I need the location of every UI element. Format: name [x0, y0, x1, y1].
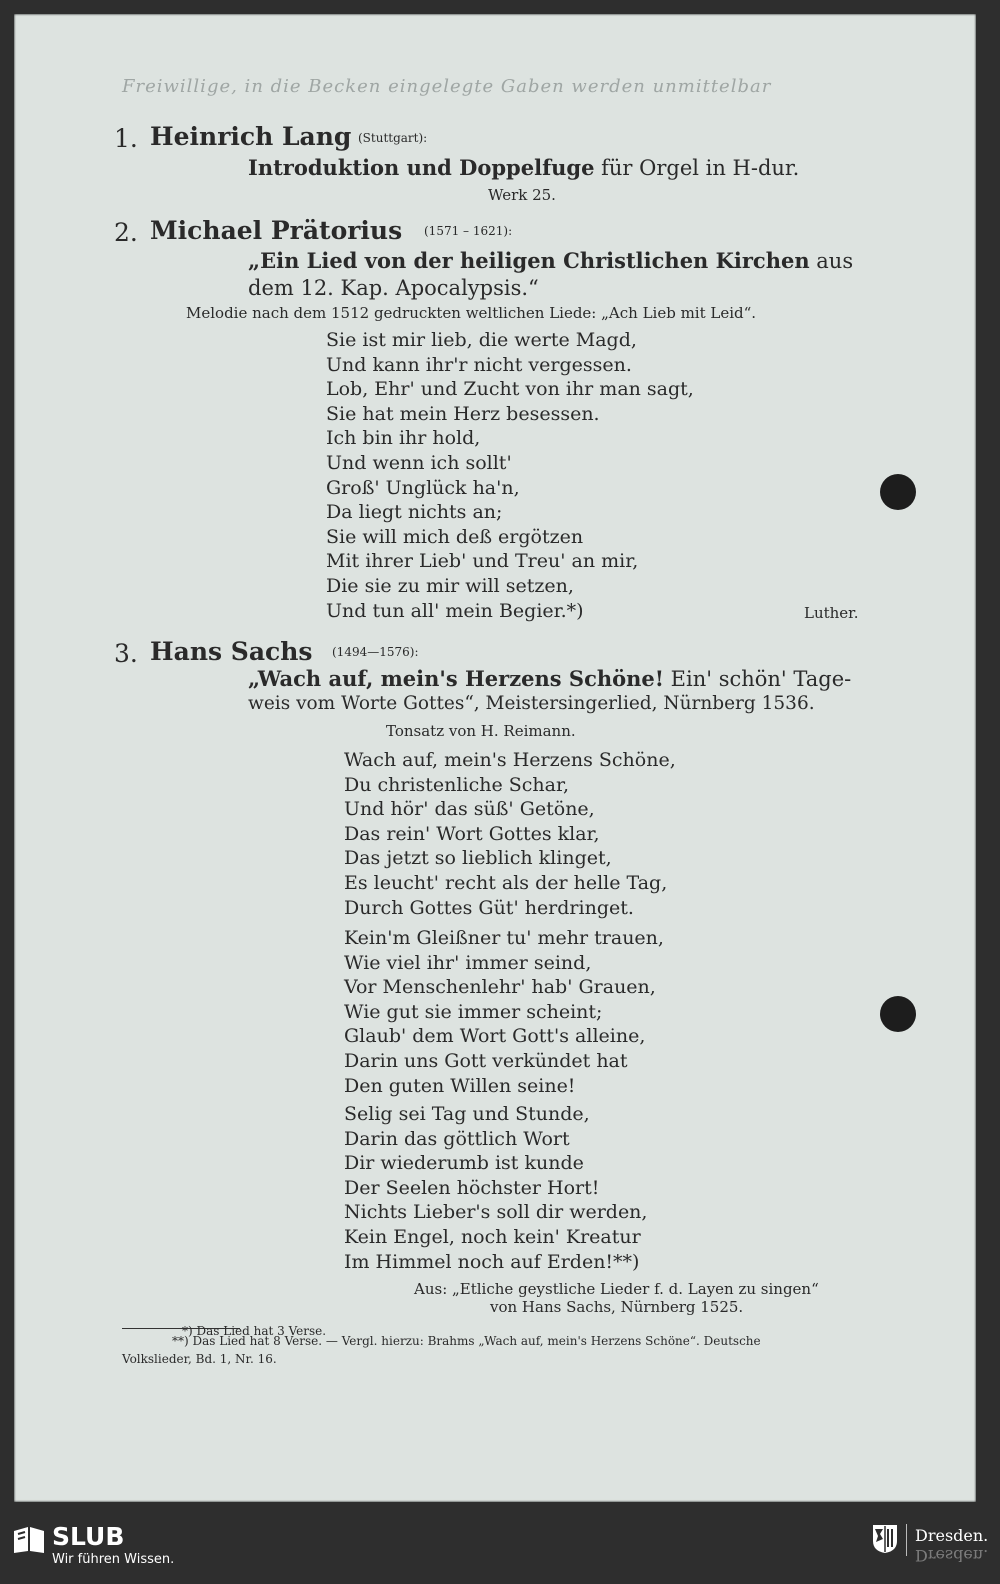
- verse-line: Nichts Lieber's soll dir werden,: [344, 1201, 648, 1224]
- work-title-rest-2: aus: [809, 249, 854, 273]
- work-title-bold-1: Introduktion und Doppelfuge: [248, 155, 595, 180]
- verse-line: Ich bin ihr hold,: [326, 427, 481, 450]
- composer-name-1: Heinrich Lang: [150, 122, 352, 151]
- composer-dates-1: (Stuttgart):: [358, 131, 428, 145]
- footer-bar: [0, 1518, 1000, 1584]
- verse-line: Sie will mich deß ergötzen: [326, 525, 584, 548]
- bleed-through-text: Freiwillige, in die Becken eingelegte Gaben werden unmittelbar: [122, 76, 772, 97]
- footer-divider: [906, 1524, 907, 1556]
- dresden-crest-icon[interactable]: [872, 1524, 898, 1554]
- source-line-2: von Hans Sachs, Nürnberg 1525.: [490, 1298, 744, 1316]
- work-title-1: [248, 155, 799, 180]
- stanza-2: [344, 926, 664, 1098]
- verse-line: Wach auf, mein's Herzens Schöne,: [344, 749, 676, 771]
- punch-hole: [880, 474, 916, 510]
- footer-city[interactable]: Dresden.: [915, 1526, 989, 1545]
- verse-line: Es leucht' recht als der helle Tag,: [344, 871, 668, 894]
- verse-line: Sie hat mein Herz besessen.: [326, 402, 600, 425]
- stanza-1: [344, 748, 676, 920]
- footer-city-reflection: Dresden.: [915, 1546, 989, 1565]
- verse-line: Sie ist mir lieb, die werte Magd,: [326, 329, 637, 351]
- composer-name-3: Hans Sachs: [150, 637, 313, 666]
- verse-line: Da liegt nichts an;: [326, 501, 503, 524]
- verse-line: Dir wiederumb ist kunde: [344, 1152, 584, 1175]
- work-title-rest-1: für Orgel in H-dur.: [594, 156, 800, 180]
- opus-number-1: Werk 25.: [488, 186, 556, 204]
- work-title-2: [248, 248, 853, 273]
- verse-line: Glaub' dem Wort Gott's alleine,: [344, 1025, 646, 1048]
- slub-book-icon[interactable]: [12, 1525, 46, 1555]
- footer-brand[interactable]: SLUB: [52, 1522, 125, 1551]
- melody-note: Melodie nach dem 1512 gedruckten weltlichen Liede: „Ach Lieb mit Leid“.: [186, 304, 757, 322]
- verse-line: Den guten Willen seine!: [344, 1074, 576, 1097]
- composer-name-2: Michael Prätorius: [150, 216, 403, 245]
- verse-line: Im Himmel noch auf Erden!**): [344, 1250, 640, 1273]
- footnote-2-continued: Volkslieder, Bd. 1, Nr. 16.: [122, 1352, 277, 1366]
- verse-line: Darin uns Gott verkündet hat: [344, 1049, 628, 1072]
- verse-line: Darin das göttlich Wort: [344, 1127, 570, 1150]
- composer-dates-2: (1571 – 1621):: [424, 224, 513, 238]
- verse-line: Das jetzt so lieblich klinget,: [344, 847, 612, 870]
- verse-line: Kein'm Gleißner tu' mehr trauen,: [344, 927, 664, 949]
- verse-block-2: [326, 328, 694, 623]
- work-title-bold-2: „Ein Lied von der heiligen Christlichen Kirchen: [248, 248, 810, 273]
- verse-line: Und wenn ich sollt': [326, 451, 512, 474]
- setting-note: Tonsatz von H. Reimann.: [386, 722, 576, 740]
- source-line-1: Aus: „Etliche geystliche Lieder f. d. Layen zu singen“: [414, 1280, 819, 1298]
- composer-dates-3: (1494—1576):: [332, 645, 419, 659]
- work-title-line2-3: weis vom Worte Gottes“, Meistersingerlied, Nürnberg 1536.: [248, 693, 815, 714]
- verse-line: Kein Engel, noch kein' Kreatur: [344, 1225, 641, 1248]
- work-title-bold-3: „Wach auf, mein's Herzens Schöne!: [248, 666, 664, 691]
- footer-tagline: Wir führen Wissen.: [52, 1552, 175, 1567]
- work-title-3: [248, 666, 851, 691]
- verse-line: Mit ihrer Lieb' und Treu' an mir,: [326, 550, 639, 573]
- punch-hole: [880, 996, 916, 1032]
- work-title-rest-3: Ein' schön' Tage-: [664, 667, 852, 691]
- section-number-3: 3.: [114, 639, 138, 668]
- stanza-3: [344, 1102, 647, 1274]
- verse-line: Durch Gottes Güt' herdringet.: [344, 896, 634, 919]
- verse-author: Luther.: [804, 604, 859, 622]
- footnote-2: **) Das Lied hat 8 Verse. — Vergl. hierzu: Brahms „Wach auf, mein's Herzens Schöne“. Deutsche: [172, 1334, 761, 1348]
- verse-line: Vor Menschenlehr' hab' Grauen,: [344, 976, 656, 999]
- verse-line: Groß' Unglück ha'n,: [326, 476, 520, 499]
- verse-line: Und tun all' mein Begier.*): [326, 599, 584, 622]
- verse-line: Selig sei Tag und Stunde,: [344, 1103, 590, 1125]
- verse-line: Die sie zu mir will setzen,: [326, 574, 574, 597]
- verse-line: Der Seelen höchster Hort!: [344, 1176, 600, 1199]
- verse-line: Das rein' Wort Gottes klar,: [344, 822, 600, 845]
- footnote-1: *) Das Lied hat 3 Verse.: [182, 1324, 327, 1338]
- verse-line: Und kann ihr'r nicht vergessen.: [326, 353, 632, 376]
- work-title-line2-2: dem 12. Kap. Apocalypsis.“: [248, 276, 539, 300]
- section-number-1: 1.: [114, 124, 138, 153]
- verse-line: Wie gut sie immer scheint;: [344, 1000, 603, 1023]
- verse-line: Du christenliche Schar,: [344, 773, 569, 796]
- section-number-2: 2.: [114, 218, 138, 247]
- verse-line: Und hör' das süß' Getöne,: [344, 798, 595, 821]
- verse-line: Lob, Ehr' und Zucht von ihr man sagt,: [326, 378, 694, 401]
- verse-line: Wie viel ihr' immer seind,: [344, 951, 592, 974]
